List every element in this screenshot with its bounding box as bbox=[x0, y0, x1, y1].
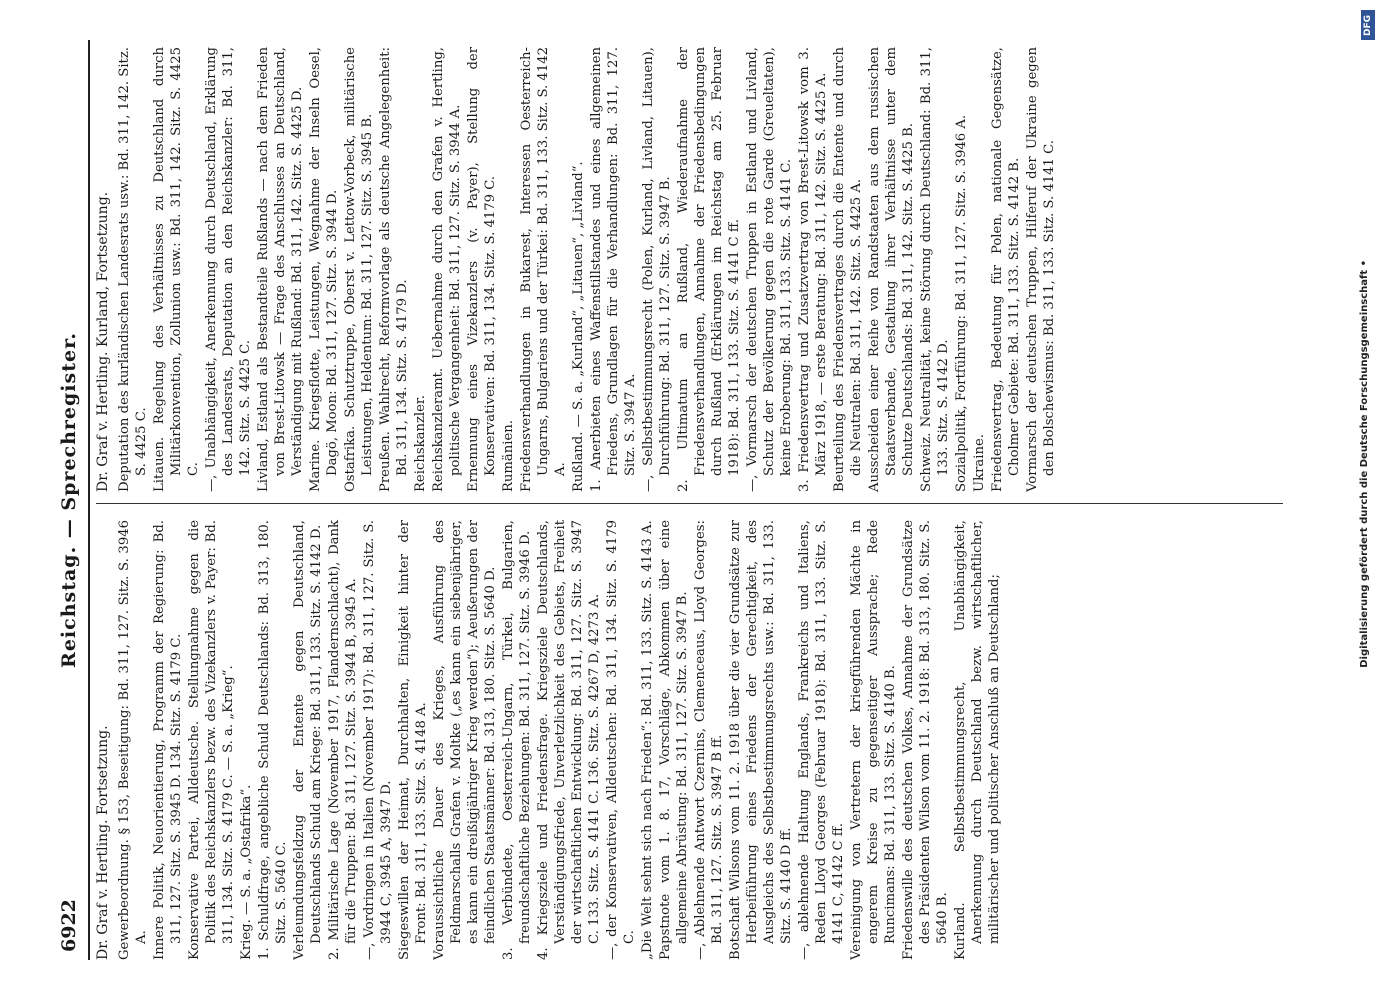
index-entry: Krieg. — S. a. „Ostafrika“. bbox=[239, 784, 254, 960]
left-column bbox=[95, 520, 1004, 960]
right-column bbox=[95, 47, 1059, 492]
index-entry: Friedenswille des deutschen Volkes, Annahme der Grundsätze des Präsidenten Wilson vom 11. 2. 1918: Bd. 313, 180. Sitz. S. 5640 B. bbox=[901, 520, 950, 960]
index-entry: 3. Friedensvertrag und Zusatzvertrag von Brest-Litowsk vom 3. März 1918, — erste Beratung: Bd. 311, 142. Sitz. S. 4425 A. bbox=[797, 47, 829, 492]
index-entry: Vormarsch der deutschen Truppen, Hilferuf der Ukraine gegen den Bolschewismus: Bd. 311, 133. Sitz. S. 4141 C. bbox=[1025, 47, 1057, 492]
index-entry: 3. Verbündete, Oesterreich-Ungarn, Türkei, Bulgarien, freundschaftliche Beziehungen: Bd. 311, 127. Sitz. S. 3946 D. bbox=[501, 520, 533, 960]
index-entry: „Die Welt sehnt sich nach Frieden“: Bd. 311, 133. Sitz. S. 4143 A. bbox=[640, 520, 655, 960]
index-entry: Friedensverhandlungen in Bukarest, Interessen Oesterreich-Ungarns, Bulgariens und der Türkei: Bd. 311, 133. Sitz. S. 4142 A. bbox=[519, 47, 568, 492]
column-divider bbox=[96, 503, 1283, 504]
index-entry: Innere Politik, Neuorientierung, Programm der Regierung: Bd. 311, 127. Sitz. S. 3945 D. 134. Sitz. S. 4179 C. bbox=[152, 520, 184, 960]
index-entry: Voraussichtliche Dauer des Krieges, Ausführung des Feldmarschalls Grafen v. Moltke („es kann ein siebenjähriger, es kann ein dreißigjähriger Krieg werden“); Aeußerungen der feindlichen Staatsmänner: Bd. 313, 180. Sitz. S. 5640 D. bbox=[432, 520, 498, 960]
index-entry: Kurland. Selbstbestimmungsrecht, Unabhängigkeit, Anerkennung durch Deutschland bezw. wirtschaftlicher, militärischer und politischer Anschluß an Deutschland; bbox=[953, 520, 1002, 960]
index-entry: —, der Konservativen, Alldeutschen: Bd. 311, 134. Sitz. S. 4179 C. bbox=[605, 520, 637, 960]
index-entry: 1. Anerbieten eines Waffenstillstandes und eines allgemeinen Friedens, Grundlagen für die Verhandlungen: Bd. 311, 127. Sitz. S. 3947 A. bbox=[589, 47, 638, 492]
header-rule bbox=[88, 40, 90, 960]
index-entry: —, Ablehnende Antwort Czernins, Clemenceaus, Lloyd Georges: Bd. 311, 127. Sitz. S. 3947 B ff. bbox=[693, 520, 725, 960]
index-entry: 2. Ultimatum an Rußland, Wiederaufnahme der Friedensverhandlungen, Annahme der Friedensbedingungen durch Rußland (Erklärungen im Reichstag am 25. Februar 1918): Bd. 311, 133. Sitz. S. 4141 C ff. bbox=[676, 47, 742, 492]
index-entry: Siegeswillen der Heimat, Durchhalten, Einigkeit hinter der Front: Bd. 311, 133. Sitz. S. 4148 A. bbox=[397, 520, 429, 960]
page-title: Reichstag. — Sprechregister. bbox=[58, 332, 80, 668]
index-entry: Rumänien. bbox=[501, 420, 516, 492]
index-entry: Ausscheiden einer Reihe von Randstaaten aus dem russischen Staatsverbande, Gestaltung ihrer Verhältnisse unter dem Schutze Deutschlands: Bd. 311, 142. Sitz. S. 4425 B. bbox=[867, 47, 916, 492]
index-entry: Preußen. Wahlrecht, Reformvorlage als deutsche Angelegenheit: Bd. 311, 134. Sitz. S. 4179 D. bbox=[378, 47, 410, 492]
index-entry: Reichskanzler. bbox=[413, 395, 428, 492]
index-entry: Sozialpolitik, Fortführung: Bd. 311, 127. Sitz. S. 3946 A. bbox=[954, 114, 969, 492]
index-entry: —, Vormarsch der deutschen Truppen in Estland und Livland, Schutz der Bevölkerung gegen die rote Garde (Greueltaten), keine Eroberung: Bd. 311, 133. Sitz. S. 4141 C. bbox=[745, 47, 794, 492]
page-number: 6922 bbox=[58, 899, 80, 952]
index-entry: Ernennung eines Vizekanzlers (v. Payer), Stellung der Konservativen: Bd. 311, 134. Sitz. S. 4179 C. bbox=[466, 47, 498, 492]
right-column-heading: Dr. Graf v. Hertling. Kurland, Fortsetzung. bbox=[95, 191, 111, 492]
index-entry: 4. Kriegsziele und Friedensfrage. Kriegsziele Deutschlands, Verständigungsfriede, Unverletzlichkeit des Gebiets, Freiheit der wirtschaftlichen Entwicklung: Bd. 311, 127. Sitz. S. 3947 C. 133. Sitz. S. 4141 C. 136. Sitz. S. 4267 D, 4273 A. bbox=[536, 520, 602, 960]
right-entries bbox=[116, 47, 1058, 492]
index-entry: Litauen. Regelung des Verhältnisses zu Deutschland durch Militärkonvention, Zollunion usw.: Bd. 311, 142. Sitz. S. 4425 C. bbox=[152, 47, 201, 492]
index-entry: Livland, Estland als Bestandteile Rußlands — nach dem Frieden von Brest-Litowsk — Frage des Anschlusses an Deutschland, Verständigung mit Rußland: Bd. 311, 142. Sitz. S. 4425 D. bbox=[256, 47, 305, 492]
index-entry: Vereinigung von Vertretern der kriegführenden Mächte in engerem Kreise zu gegenseitiger Aussprache; Rede Runcimans: Bd. 311, 133. Sitz. S. 4140 B. bbox=[849, 520, 898, 960]
index-entry: —, Unabhängigkeit, Anerkennung durch Deutschland, Erklärung des Landesrats, Deputation an den Reichskanzler: Bd. 311, 142. Sitz. S. 4425 C. bbox=[204, 47, 253, 492]
dfg-logo: DFG bbox=[1361, 10, 1375, 40]
index-entry: Konservative Partei, Alldeutsche. Stellungnahme gegen die Politik des Reichskanzlers bezw. des Vizekanzlers v. Payer: Bd. 311, 134. Sitz. S. 4179 C. — S. a. „Krieg“. bbox=[187, 520, 236, 960]
left-entries bbox=[116, 520, 1003, 960]
index-entry: Marine. Kriegsflotte, Leistungen, Wegnahme der Inseln Oesel, Dagö, Moon: Bd. 311, 127. Sitz. S. 3944 D. bbox=[308, 47, 340, 492]
index-entry: —, ablehnende Haltung Englands, Frankreichs und Italiens, Reden Lloyd Georges (Februar 1918): Bd. 311, 133. Sitz. S. 4141 C, 4142 C ff. bbox=[797, 520, 846, 960]
index-entry: —, Vordringen in Italien (November 1917): Bd. 311, 127. Sitz. S. 3944 C, 3945 A, 3947 D. bbox=[362, 520, 394, 960]
index-entry: Botschaft Wilsons vom 11. 2. 1918 über die vier Grundsätze zur Herbeiführung eines Friedens der Gerechtigkeit, des Ausgleichs des Selbstbestimmungsrechts usw.: Bd. 311, 133. Sitz. S. 4140 D ff. bbox=[728, 520, 794, 960]
index-entry: Verleumdungsfeldzug der Entente gegen Deutschland, Deutschlands Schuld am Kriege: Bd. 311, 133. Sitz. S. 4142 D. bbox=[292, 520, 324, 960]
index-entry: Deputation des kurländischen Landesrats usw.: Bd. 311, 142. Sitz. S. 4425 C. bbox=[117, 47, 149, 492]
index-entry: Beurteilung des Friedensvertrages durch die Entente und durch die Neutralen: Bd. 311, 142. Sitz. S. 4425 A. bbox=[832, 47, 864, 492]
index-entry: Gewerbeordnung. § 153, Beseitigung: Bd. 311, 127. Sitz. S. 3946 A. bbox=[117, 520, 149, 960]
left-column-heading: Dr. Graf v. Hertling. Fortsetzung. bbox=[95, 725, 111, 960]
index-entry: —, Selbstbestimmungsrecht (Polen, Kurland, Livland, Litauen), Durchführung: Bd. 311, 127. Sitz. S. 3947 B. bbox=[641, 47, 673, 492]
index-entry: Reichskanzleramt. Uebernahme durch den Grafen v. Hertling, politische Vergangenheit: Bd. 311, 127. Sitz. S. 3944 A. bbox=[431, 47, 463, 492]
index-entry: Schweiz. Neutralität, keine Störung durch Deutschland: Bd. 311, 133. Sitz. S. 4142 D. bbox=[919, 47, 951, 492]
index-entry: Rußland. — S. a. „Kurland“, „Litauen“, „Livland“. bbox=[571, 161, 586, 492]
index-entry: 2. Militärische Lage (November 1917, Flandernschlacht), Dank für die Truppen: Bd. 311, 127. Sitz. S. 3944 B, 3945 A. bbox=[327, 520, 359, 960]
index-entry: 1. Schuldfrage, angebliche Schuld Deutschlands: Bd. 313, 180. Sitz. S. 5640 C. bbox=[257, 520, 289, 960]
index-entry: Friedensvertrag, Bedeutung für Polen, nationale Gegensätze, Cholmer Gebiete: Bd. 311, 133. Sitz. S. 4142 B. bbox=[990, 47, 1022, 492]
index-entry: Papstnote vom 1. 8. 17, Vorschläge, Abkommen über eine allgemeine Abrüstung: Bd. 311, 127. Sitz. S. 3947 B. bbox=[658, 520, 690, 960]
index-entry: Ostafrika. Schutztruppe, Oberst v. Lettow-Vorbeck, militärische Leistungen, Heldentum: Bd. 311, 127. Sitz. S. 3945 B. bbox=[343, 47, 375, 492]
funding-note: Digitalisierung gefördert durch die Deutsche Forschungsgemeinschaft • bbox=[1359, 260, 1370, 668]
index-entry: Ukraine. bbox=[972, 434, 987, 492]
margin-note bbox=[1359, 0, 1377, 1000]
